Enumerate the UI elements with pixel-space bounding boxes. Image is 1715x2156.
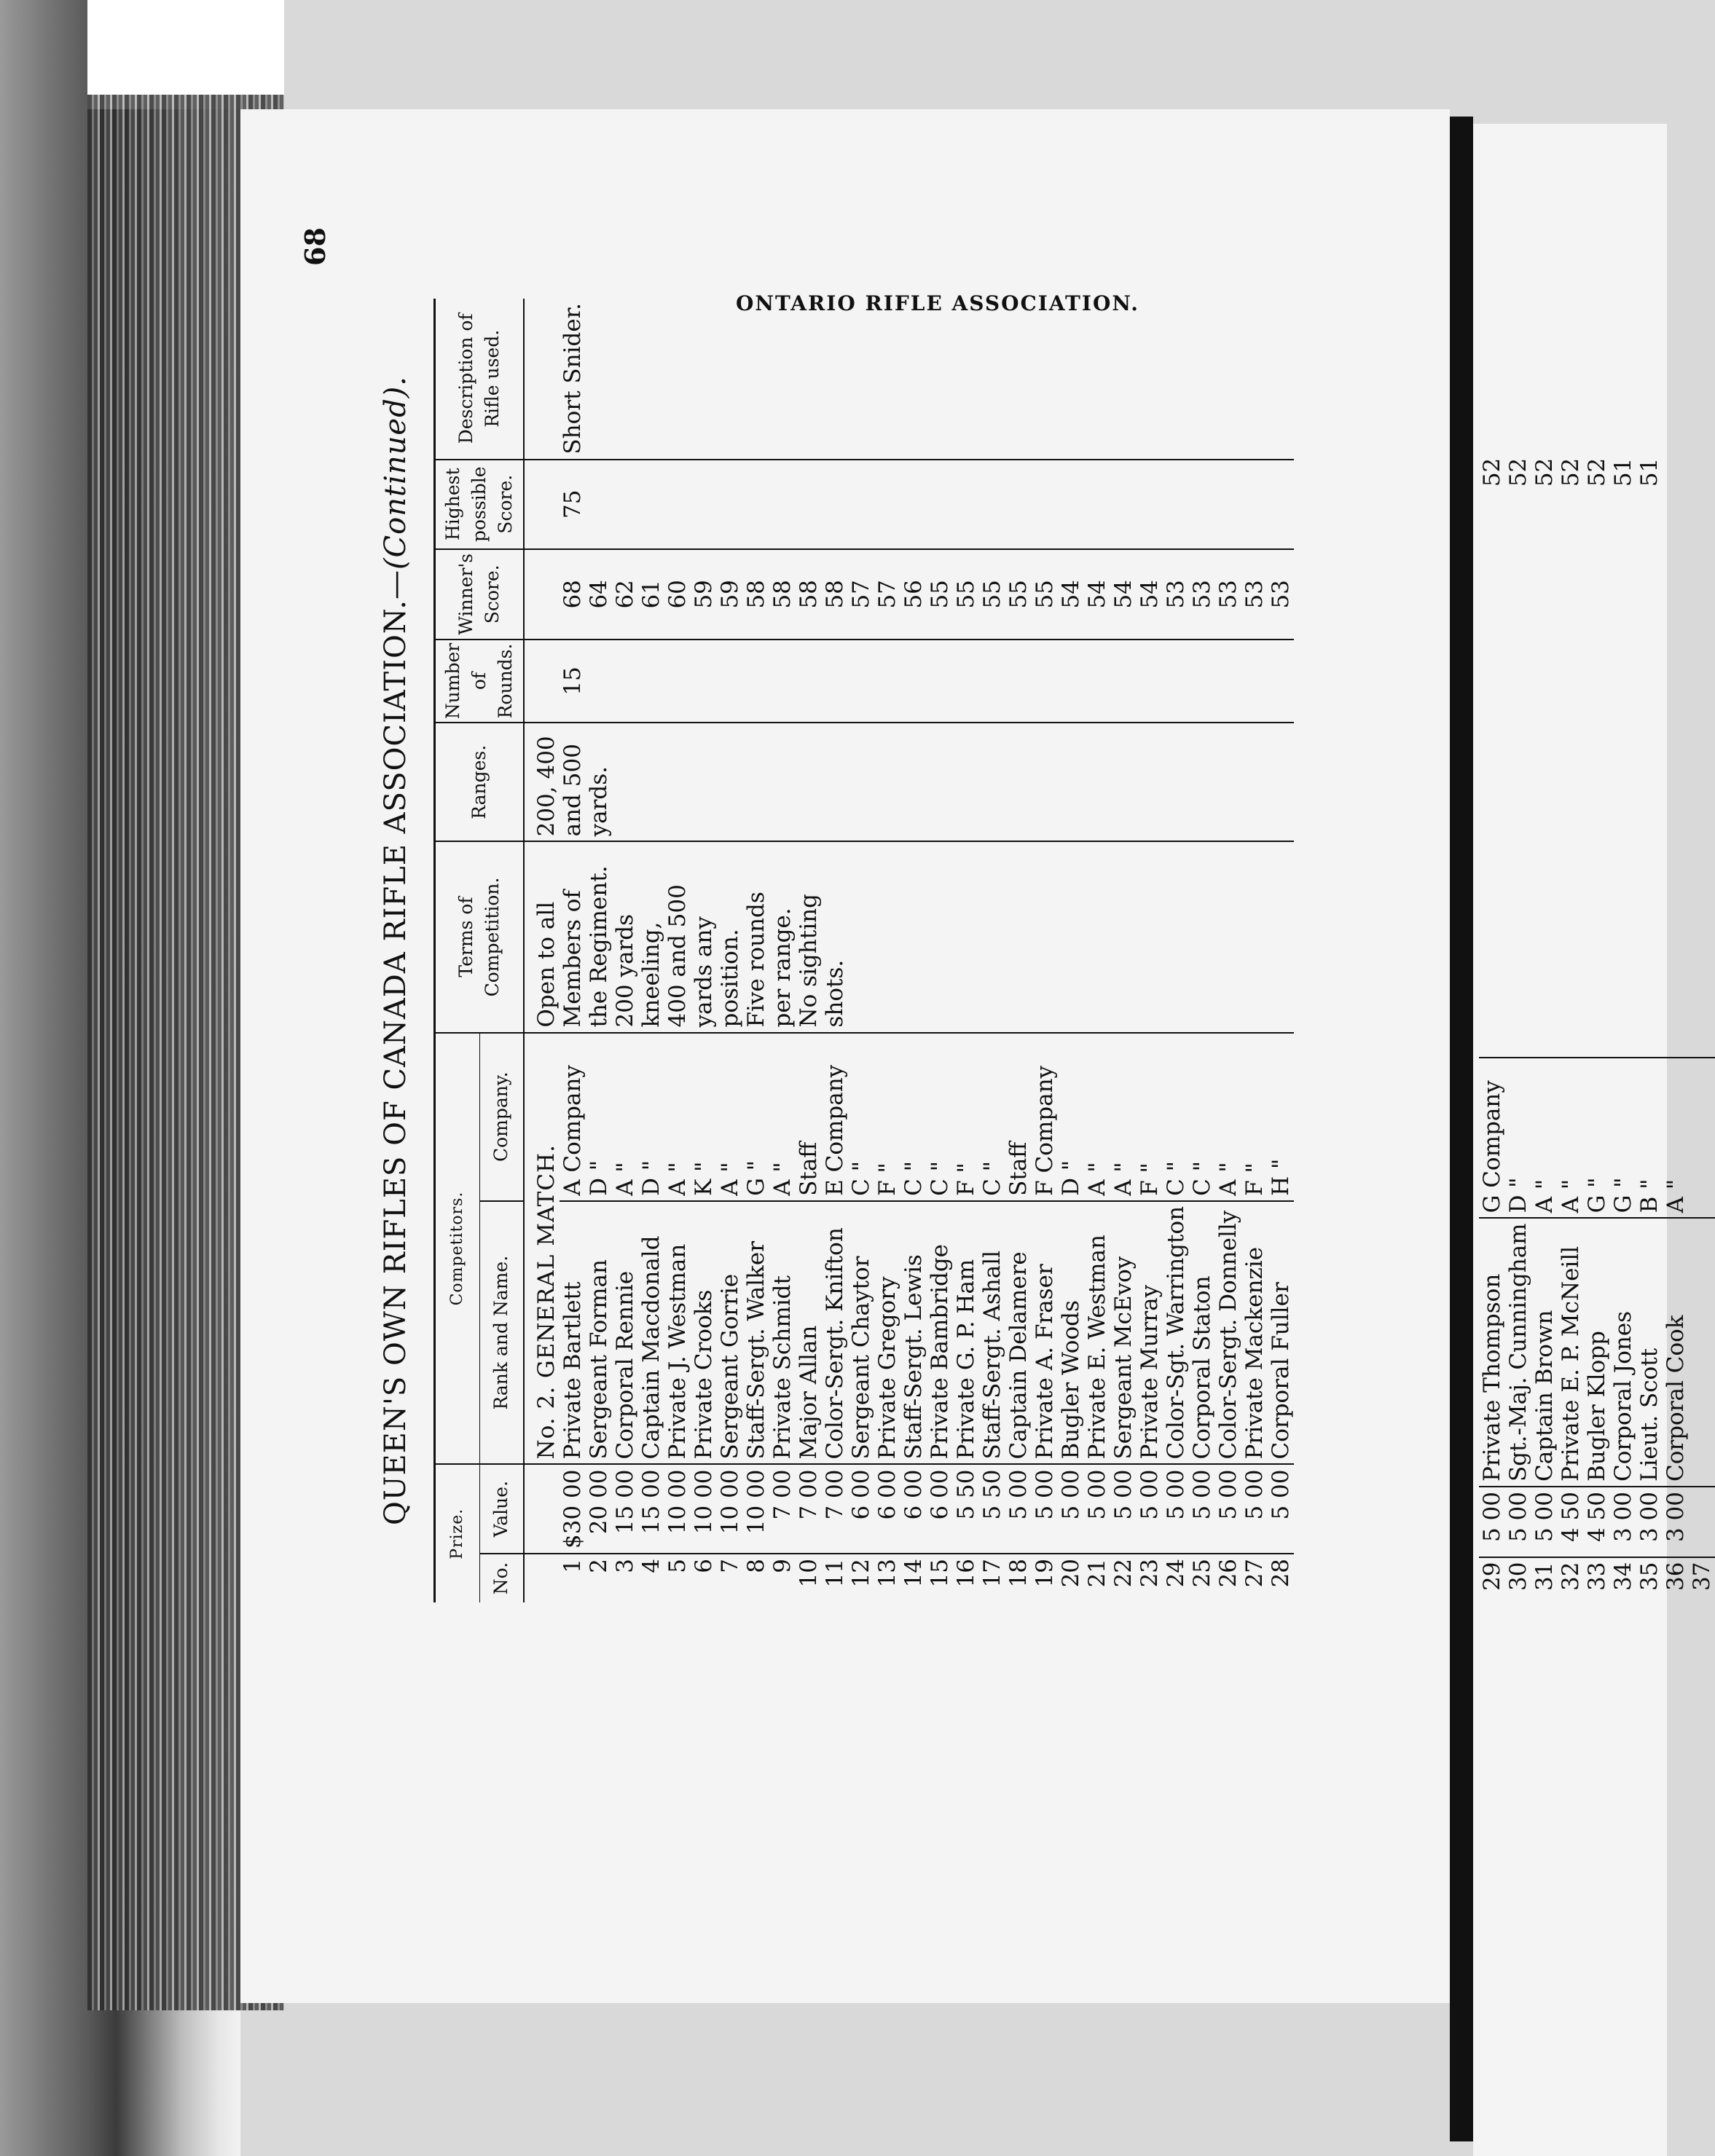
prize-value: 3 00	[1610, 1487, 1636, 1557]
prize-number: 24	[1163, 1554, 1189, 1602]
competitor-company: Staff	[796, 1033, 822, 1201]
terms-line: Members of	[560, 890, 586, 1028]
winner-score: 61	[638, 580, 664, 609]
prize-value: 4 50	[1558, 1487, 1584, 1557]
competitor-name: Private E. P. McNeill	[1558, 1218, 1584, 1487]
prize-value: 7 00	[796, 1464, 822, 1553]
winner-score: 59	[717, 580, 743, 609]
winner-score: 64	[586, 580, 612, 609]
prize-number: 4	[638, 1554, 664, 1602]
terms-line: Open to all	[533, 901, 560, 1028]
prize-number: 9	[769, 1554, 796, 1602]
competitor-company: E Company	[822, 1033, 848, 1201]
terms-of-competition	[524, 841, 1294, 1032]
competitors-header: Competitors.	[435, 1033, 480, 1465]
prize-value: 6 00	[874, 1464, 900, 1553]
prize-value: 5 00	[1505, 1487, 1531, 1557]
next-page-row	[1689, 437, 1715, 1602]
competitor-name: Sergeant Forman	[586, 1201, 612, 1465]
prize-value: 15 00	[638, 1464, 664, 1553]
prize-number: 5	[664, 1554, 691, 1602]
winner-score: 53	[1268, 580, 1294, 609]
prize-number: 14	[900, 1554, 927, 1602]
prize-number: 11	[822, 1554, 848, 1602]
competitor-company: F "	[953, 1033, 979, 1201]
ranges-line: and 500	[560, 744, 586, 837]
competitor-company: G "	[1610, 1058, 1636, 1219]
competitor-company: G Company	[1479, 1058, 1505, 1219]
competitor-company: A Company	[560, 1033, 586, 1201]
competitor-company: A "	[1110, 1033, 1137, 1201]
page-title-suffix: —(Continued).	[379, 376, 412, 600]
competitor-name: Corporal Jones	[1610, 1218, 1636, 1487]
running-header: ONTARIO RIFLE ASSOCIATION.	[736, 291, 1139, 315]
competitor-name: Sergeant Gorrie	[717, 1201, 743, 1465]
winner-score: 52	[1558, 457, 1584, 487]
competitor-company: C "	[848, 1033, 874, 1201]
prize-header: Prize.	[435, 1464, 480, 1602]
book-gutter	[1450, 117, 1473, 2141]
competitor-company: C "	[1163, 1033, 1189, 1201]
prize-number: 17	[979, 1554, 1005, 1602]
competitor-company: A "	[717, 1033, 743, 1201]
terms-line: yards any	[691, 916, 717, 1028]
competitor-company: D "	[638, 1033, 664, 1201]
prize-value: 5 00	[1189, 1464, 1215, 1553]
winner-score: 68	[560, 580, 586, 609]
prize-number: 23	[1137, 1554, 1163, 1602]
next-page-row	[1610, 437, 1636, 1602]
winner-score: 55	[953, 580, 979, 609]
prize-number: 16	[953, 1554, 979, 1602]
prize-number: 32	[1558, 1557, 1584, 1602]
match-title: No. 2. GENERAL MATCH.	[524, 1033, 560, 1465]
prize-number: 1	[560, 1554, 586, 1602]
competitor-company: A "	[1558, 1058, 1584, 1219]
competitor-company: A "	[1215, 1033, 1241, 1201]
competitor-name: Private Gregory	[874, 1201, 900, 1465]
prize-value: 6 00	[927, 1464, 953, 1553]
company-header: Company.	[479, 1033, 524, 1201]
winner-score	[1663, 437, 1689, 1058]
prize-value: 6 00	[848, 1464, 874, 1553]
prize-number: 15	[927, 1554, 953, 1602]
prize-value: 5 00	[1531, 1487, 1558, 1557]
winner-score: 52	[1505, 457, 1531, 487]
competitor-name: Private G. P. Ham	[953, 1201, 979, 1465]
prize-number: 28	[1268, 1554, 1294, 1602]
competitor-company: C "	[900, 1033, 927, 1201]
prize-value: 5 00	[1084, 1464, 1110, 1553]
rifle-description: Short Snider.	[560, 303, 586, 455]
competitor-company: H "	[1268, 1033, 1294, 1201]
score-header: Winner's Score.	[435, 549, 525, 640]
winner-score: 54	[1084, 580, 1110, 609]
competitor-name: Private Crooks	[691, 1201, 717, 1465]
competitor-name: Color-Sergt. Donnelly	[1215, 1201, 1241, 1465]
competitor-company: A "	[769, 1033, 796, 1201]
competitor-name: Color-Sgt. Warrington	[1163, 1201, 1189, 1465]
competitor-company: Staff	[1005, 1033, 1032, 1201]
winner-score: 53	[1189, 580, 1215, 609]
competitor-company: A "	[1663, 1058, 1689, 1219]
page-top-margin	[87, 0, 284, 109]
prize-value: 7 00	[769, 1464, 796, 1553]
competitor-name: Captain Macdonald	[638, 1201, 664, 1465]
winner-score: 52	[1479, 457, 1505, 487]
prize-number: 13	[874, 1554, 900, 1602]
competitor-company: F "	[874, 1033, 900, 1201]
competitor-name: Bugler Klopp	[1584, 1218, 1610, 1487]
prize-value: 5 00	[1215, 1464, 1241, 1553]
rank-name-header: Rank and Name.	[479, 1201, 524, 1465]
prize-value: 10 00	[743, 1464, 769, 1553]
winner-score: 52	[1531, 457, 1558, 487]
winner-score: 55	[1032, 580, 1058, 609]
prize-value: 5 50	[979, 1464, 1005, 1553]
competitor-company: G "	[743, 1033, 769, 1201]
prize-value: 5 00	[1163, 1464, 1189, 1553]
competitor-name: Corporal Rennie	[612, 1201, 638, 1465]
terms-line: kneeling,	[638, 921, 664, 1028]
competitor-name: Private Bambridge	[927, 1201, 953, 1465]
winner-score: 54	[1110, 580, 1137, 609]
prize-value: 5 00	[1005, 1464, 1032, 1553]
next-page-content	[1479, 437, 1715, 1602]
prize-value: 10 00	[664, 1464, 691, 1553]
prize-value: 20 00	[586, 1464, 612, 1553]
competitor-name: Bugler Woods	[1058, 1201, 1084, 1465]
rounds-header: Number of Rounds.	[435, 640, 525, 723]
competitor-name: Private J. Westman	[664, 1201, 691, 1465]
winner-score: 60	[664, 580, 691, 609]
prize-number: 19	[1032, 1554, 1058, 1602]
competitor-name: Major Allan	[796, 1201, 822, 1465]
rifle-header: Description of Rifle used.	[435, 299, 525, 460]
page-number: 68	[299, 227, 331, 266]
prize-value: 10 00	[717, 1464, 743, 1553]
winner-score: 58	[796, 580, 822, 609]
competitor-name: Staff-Sergt. Lewis	[900, 1201, 927, 1465]
page-title	[379, 299, 412, 1602]
prize-number: 6	[691, 1554, 717, 1602]
next-page-row	[1663, 437, 1689, 1602]
competitor-name: Private A. Fraser	[1032, 1201, 1058, 1465]
winner-score: 55	[1005, 580, 1032, 609]
winner-score: 56	[900, 580, 927, 609]
prize-number: 10	[796, 1554, 822, 1602]
winner-score: 57	[874, 580, 900, 609]
prize-value: 3 00	[1663, 1487, 1689, 1557]
prize-number: 31	[1531, 1557, 1558, 1602]
highest-score-value: 75	[524, 460, 1294, 549]
next-page-row	[1479, 437, 1505, 1602]
terms-line: per range.	[769, 908, 796, 1028]
prize-value: 5 00	[1241, 1464, 1268, 1553]
terms-line: shots.	[822, 959, 848, 1028]
competitor-company: D "	[586, 1033, 612, 1201]
prize-value: 5 00	[1268, 1464, 1294, 1553]
competitor-company: C "	[1189, 1033, 1215, 1201]
competitor-name	[1689, 1218, 1715, 1487]
prize-number: 36	[1663, 1557, 1689, 1602]
competitor-name: Sgt.-Maj. Cunningham	[1505, 1218, 1531, 1487]
next-page-row	[1636, 437, 1663, 1602]
terms-line: No sighting	[796, 894, 822, 1028]
ranges-cell	[524, 723, 1294, 841]
winner-score: 58	[769, 580, 796, 609]
prize-number: 29	[1479, 1557, 1505, 1602]
next-page-row	[1505, 437, 1531, 1602]
terms-line: position.	[717, 929, 743, 1028]
prize-number: 26	[1215, 1554, 1241, 1602]
no-header: No.	[479, 1554, 524, 1602]
ranges-line: 200, 400	[533, 736, 560, 837]
winner-score: 54	[1058, 580, 1084, 609]
competitor-company: C "	[927, 1033, 953, 1201]
prize-number: 21	[1084, 1554, 1110, 1602]
prize-number: 7	[717, 1554, 743, 1602]
prize-number: 20	[1058, 1554, 1084, 1602]
winner-score: 55	[979, 580, 1005, 609]
competitor-name: Sergeant Chaytor	[848, 1201, 874, 1465]
competitor-name: Private Mackenzie	[1241, 1201, 1268, 1465]
terms-line: the Regiment.	[586, 865, 612, 1028]
winner-score: 53	[1163, 580, 1189, 609]
prize-number: 37	[1689, 1557, 1715, 1602]
competitor-company: A "	[1084, 1033, 1110, 1201]
winner-score: 53	[1241, 580, 1268, 609]
competitor-name: Captain Brown	[1531, 1218, 1558, 1487]
competitor-company: D "	[1058, 1033, 1084, 1201]
competitor-name: Sergeant McEvoy	[1110, 1201, 1137, 1465]
prize-number: 35	[1636, 1557, 1663, 1602]
winner-score: 59	[691, 580, 717, 609]
prize-value	[1689, 1487, 1715, 1557]
competitor-name: Staff-Sergt. Walker	[743, 1201, 769, 1465]
rounds-value: 15	[524, 640, 1294, 723]
prize-number: 3	[612, 1554, 638, 1602]
competitor-company: A "	[1531, 1058, 1558, 1219]
scores-column	[524, 549, 1294, 640]
winner-score: 53	[1215, 580, 1241, 609]
prize-value: $30 00	[560, 1464, 586, 1553]
prize-value: 5 00	[1137, 1464, 1163, 1553]
prize-number: 8	[743, 1554, 769, 1602]
winner-score: 58	[743, 580, 769, 609]
prize-number: 27	[1241, 1554, 1268, 1602]
competitor-name: Private Thompson	[1479, 1218, 1505, 1487]
prize-value: 4 50	[1584, 1487, 1610, 1557]
prize-number: 30	[1505, 1557, 1531, 1602]
prize-number: 22	[1110, 1554, 1137, 1602]
winner-score: 51	[1636, 457, 1663, 487]
prize-value: 15 00	[612, 1464, 638, 1553]
competitor-company: B "	[1636, 1058, 1663, 1219]
competitor-company: D "	[1505, 1058, 1531, 1219]
competitor-name: Color-Sergt. Knifton	[822, 1201, 848, 1465]
winner-score: 57	[848, 580, 874, 609]
terms-line: 200 yards	[612, 913, 638, 1028]
prize-value: 5 00	[1032, 1464, 1058, 1553]
competitor-name: Private Schmidt	[769, 1201, 796, 1465]
prize-number: 33	[1584, 1557, 1610, 1602]
prize-value: 10 00	[691, 1464, 717, 1553]
rotated-page-content	[299, 227, 1399, 1602]
next-page-table	[1479, 437, 1715, 1602]
prize-value: 5 00	[1110, 1464, 1137, 1553]
terms-line: 400 and 500	[664, 884, 691, 1028]
winner-score	[1689, 437, 1715, 1058]
next-page-row	[1531, 437, 1558, 1602]
winner-score: 62	[612, 580, 638, 609]
competitor-name: Corporal Cook	[1663, 1218, 1689, 1487]
next-page-row	[1558, 437, 1584, 1602]
competitor-company: C "	[979, 1033, 1005, 1201]
results-table	[433, 299, 1294, 1602]
prize-value: 5 00	[1479, 1487, 1505, 1557]
prize-number: 2	[586, 1554, 612, 1602]
competitor-company: F Company	[1032, 1033, 1058, 1201]
prize-number: 25	[1189, 1554, 1215, 1602]
competitor-name: Private E. Westman	[1084, 1201, 1110, 1465]
next-page-row	[1584, 437, 1610, 1602]
competitor-company: F "	[1137, 1033, 1163, 1201]
competitor-name: Corporal Fuller	[1268, 1201, 1294, 1465]
competitor-company: A "	[664, 1033, 691, 1201]
prize-number: 34	[1610, 1557, 1636, 1602]
prize-value: 7 00	[822, 1464, 848, 1553]
page-title-text: QUEEN'S OWN RIFLES OF CANADA RIFLE ASSOCIATION.	[379, 599, 412, 1526]
prize-value: 6 00	[900, 1464, 927, 1553]
competitor-name: Corporal Staton	[1189, 1201, 1215, 1465]
competitor-company: K "	[691, 1033, 717, 1201]
prize-value: 3 00	[1636, 1487, 1663, 1557]
terms-header: Terms of Competition.	[435, 841, 525, 1032]
competitor-company: G "	[1584, 1058, 1610, 1219]
winner-score: 51	[1610, 457, 1636, 487]
competitor-name: Lieut. Scott	[1636, 1218, 1663, 1487]
ranges-header: Ranges.	[435, 723, 525, 841]
winner-score: 58	[822, 580, 848, 609]
terms-line: Five rounds	[743, 892, 769, 1028]
winner-score: 54	[1137, 580, 1163, 609]
winner-score: 52	[1584, 457, 1610, 487]
competitor-company	[1689, 1058, 1715, 1219]
prize-value: 5 50	[953, 1464, 979, 1553]
competitor-name: Private Bartlett	[560, 1201, 586, 1465]
competitor-company: A "	[612, 1033, 638, 1201]
competitor-company: F "	[1241, 1033, 1268, 1201]
ranges-line: yards.	[586, 766, 612, 837]
competitor-name: Private Murray	[1137, 1201, 1163, 1465]
competitor-name: Captain Delamere	[1005, 1201, 1032, 1465]
highest-score-header: Highest possible Score.	[435, 460, 525, 549]
value-header: Value.	[479, 1464, 524, 1553]
prize-number: 18	[1005, 1554, 1032, 1602]
competitor-name: Staff-Sergt. Ashall	[979, 1201, 1005, 1465]
prize-value: 5 00	[1058, 1464, 1084, 1553]
winner-score: 55	[927, 580, 953, 609]
prize-number: 12	[848, 1554, 874, 1602]
